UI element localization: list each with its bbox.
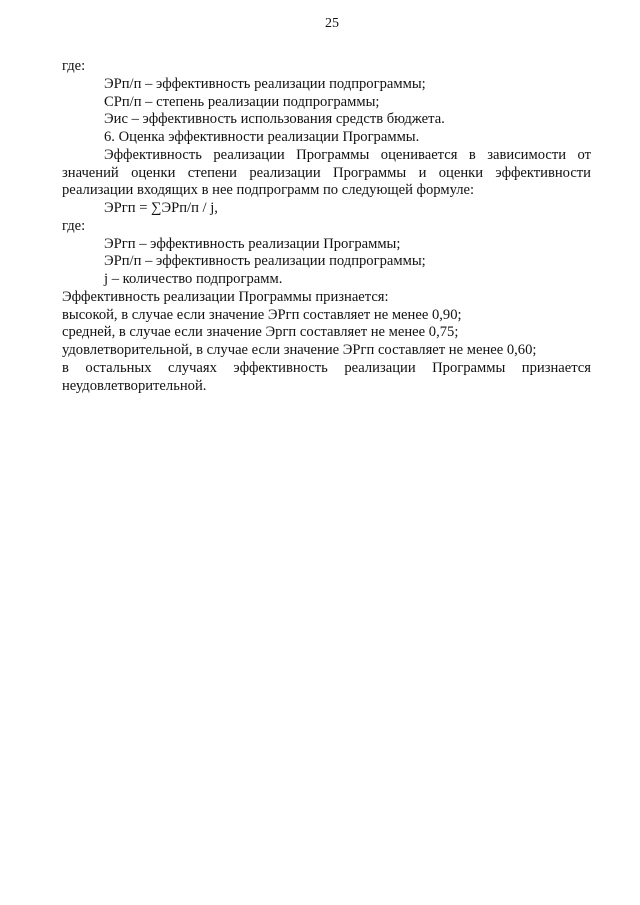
definition-line: ЭРп/п – эффективность реализации подпрограммы; (104, 253, 426, 270)
criteria-line: средней, в случае если значение Эргп составляет не менее 0,75; (62, 324, 459, 341)
page-number: 25 (325, 16, 339, 31)
paragraph-line: реализации входящих в нее подпрограмм по следующей формуле: (62, 182, 475, 199)
formula: ЭРгп = ∑ЭРп/п / j, (104, 200, 218, 216)
section-heading: 6. Оценка эффективности реализации Программы. (104, 129, 420, 145)
document-body (62, 58, 591, 395)
text-line: где: (62, 217, 86, 234)
criteria-line: неудовлетворительной. (62, 377, 207, 394)
definition-line: j – количество подпрограмм. (104, 271, 283, 287)
criteria-line: высокой, в случае если значение ЭРгп составляет не менее 0,90; (62, 306, 462, 323)
text-line: где: (62, 58, 86, 74)
paragraph-line: значений оценки степени реализации Программы и оценки эффективности (62, 164, 591, 181)
criteria-line: в остальных случаях эффективность реализации Программы признается (62, 359, 591, 376)
definition-line: ЭРгп – эффективность реализации Программы; (104, 235, 401, 252)
paragraph-line: Эффективность реализации Программы оценивается в зависимости от (104, 146, 591, 163)
definition-line: Эис – эффективность использования средств бюджета. (104, 111, 445, 128)
definition-line: СРп/п – степень реализации подпрограммы; (104, 93, 380, 110)
text-line: Эффективность реализации Программы признается: (62, 288, 389, 305)
definition-line: ЭРп/п – эффективность реализации подпрограммы; (104, 75, 426, 92)
criteria-line: удовлетворительной, в случае если значение ЭРгп составляет не менее 0,60; (62, 342, 537, 358)
